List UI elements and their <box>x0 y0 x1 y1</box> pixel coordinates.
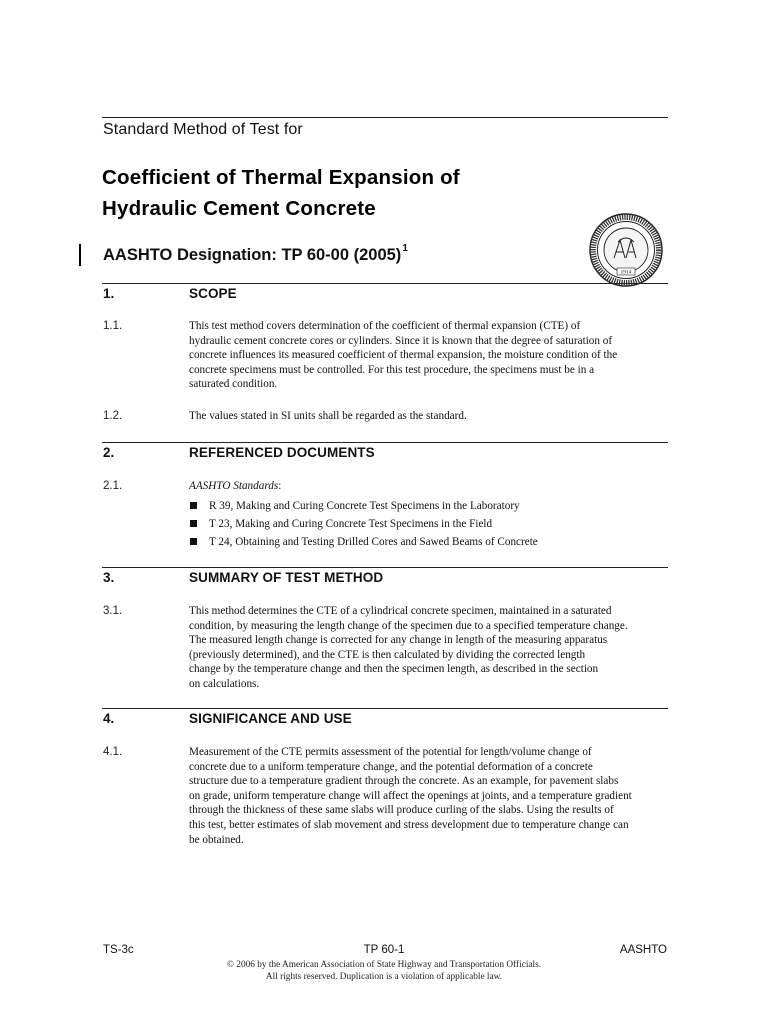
clause-4-1-text <box>189 745 669 847</box>
seal-year: 1914 <box>620 269 632 276</box>
section-3-rule <box>102 567 668 568</box>
standards-heading-colon: : <box>278 480 282 492</box>
clause-line: This test method covers determination of the coefficient of thermal expansion (CTE) of <box>189 320 581 332</box>
clause-line: through the thickness of these same slabs will produce curling of the slabs. Using the results of <box>189 804 614 817</box>
footer-page-number: TP 60-1 <box>363 944 405 956</box>
section-4-rule <box>102 708 668 709</box>
standard-reference: T 24, Obtaining and Testing Drilled Cores and Sawed Beams of Concrete <box>209 536 538 548</box>
list-item <box>190 535 538 549</box>
footer-document-code: TS-3c <box>103 944 134 956</box>
aashto-designation <box>103 243 408 265</box>
list-item <box>190 517 492 531</box>
clause-line: condition, by measuring the length change of the specimen due to a specified temperature change. <box>189 619 628 632</box>
clause-line: on calculations. <box>189 677 260 690</box>
section-3-number: 3. <box>103 570 115 585</box>
clause-1-1-number: 1.1. <box>103 320 123 332</box>
section-3-title: SUMMARY OF TEST METHOD <box>189 570 384 585</box>
section-4-title: SIGNIFICANCE AND USE <box>189 711 352 726</box>
footer-publisher: AASHTO <box>619 944 667 956</box>
designation-footnote-marker: 1 <box>402 243 408 254</box>
aashto-seal-icon <box>588 212 664 288</box>
standard-reference: R 39, Making and Curing Concrete Test Specimens in the Laboratory <box>209 500 520 512</box>
clause-line: change by the temperature change and then the specimen length, as described in the section <box>189 663 599 676</box>
clause-line: hydraulic cement concrete cores or cylinders. Since it is known that the degree of saturation of <box>189 334 613 347</box>
section-2-number: 2. <box>103 445 115 460</box>
bullet-square-icon <box>190 520 197 527</box>
document-kicker: Standard Method of Test for <box>103 121 303 138</box>
clause-1-2-text <box>189 409 669 424</box>
clause-2-1-number: 2.1. <box>103 480 123 492</box>
designation-text: AASHTO Designation: TP 60-00 (2005) <box>103 246 402 264</box>
clause-line: saturated condition. <box>189 378 278 391</box>
section-1-rule <box>102 283 668 284</box>
document-title-line-2: Hydraulic Cement Concrete <box>102 197 376 220</box>
standards-heading: AASHTO Standards <box>189 480 279 492</box>
document-title-line-1: Coefficient of Thermal Expansion of <box>102 166 460 189</box>
clause-line: Measurement of the CTE permits assessment of the potential for length/volume change of <box>189 746 592 758</box>
clause-1-1-text <box>189 319 669 392</box>
clause-line: concrete specimens must be controlled. For this test procedure, the specimens must be in a <box>189 363 595 376</box>
footer-copyright: © 2006 by the American Association of State Highway and Transportation Officials. <box>226 960 542 970</box>
section-1-number: 1. <box>103 286 115 301</box>
clause-line: be obtained. <box>189 833 244 846</box>
section-1-title: SCOPE <box>189 286 237 301</box>
document-title <box>102 162 460 224</box>
bullet-square-icon <box>190 538 197 545</box>
clause-line: concrete influences its measured coefficient of thermal expansion, the moisture condition of the <box>189 349 618 362</box>
section-4-number: 4. <box>103 711 115 726</box>
list-item <box>190 499 520 513</box>
clause-3-1-text <box>189 604 669 692</box>
section-2-rule <box>102 442 668 443</box>
clause-1-2-number: 1.2. <box>103 410 123 422</box>
clause-line: concrete due to a uniform temperature change, and the potential deformation of a concrete <box>189 760 593 773</box>
revision-change-bar <box>79 244 81 266</box>
clause-line: This method determines the CTE of a cylindrical concrete specimen, maintained in a saturated <box>189 605 612 617</box>
clause-2-1-heading <box>189 479 669 494</box>
clause-line: on grade, uniform temperature change will affect the openings at joints, and a temperature gradient <box>189 789 632 802</box>
clause-line: this test, better estimates of slab movement and stress development due to temperature change can <box>189 818 629 831</box>
header-top-rule <box>102 117 668 118</box>
bullet-square-icon <box>190 502 197 509</box>
clause-line: structure due to a temperature gradient through the concrete. As an example, for pavement slabs <box>189 775 619 788</box>
clause-4-1-number: 4.1. <box>103 746 123 758</box>
clause-3-1-number: 3.1. <box>103 605 123 617</box>
clause-line: The measured length change is corrected for any change in length of the measuring apparatus <box>189 634 608 647</box>
footer-rights: All rights reserved. Duplication is a violation of applicable law. <box>265 972 503 982</box>
clause-line: (previously determined), and the CTE is then calculated by dividing the corrected length <box>189 648 586 661</box>
section-2-title: REFERENCED DOCUMENTS <box>189 445 375 460</box>
clause-line: The values stated in SI units shall be regarded as the standard. <box>189 410 467 422</box>
standard-reference: T 23, Making and Curing Concrete Test Specimens in the Field <box>209 518 493 530</box>
